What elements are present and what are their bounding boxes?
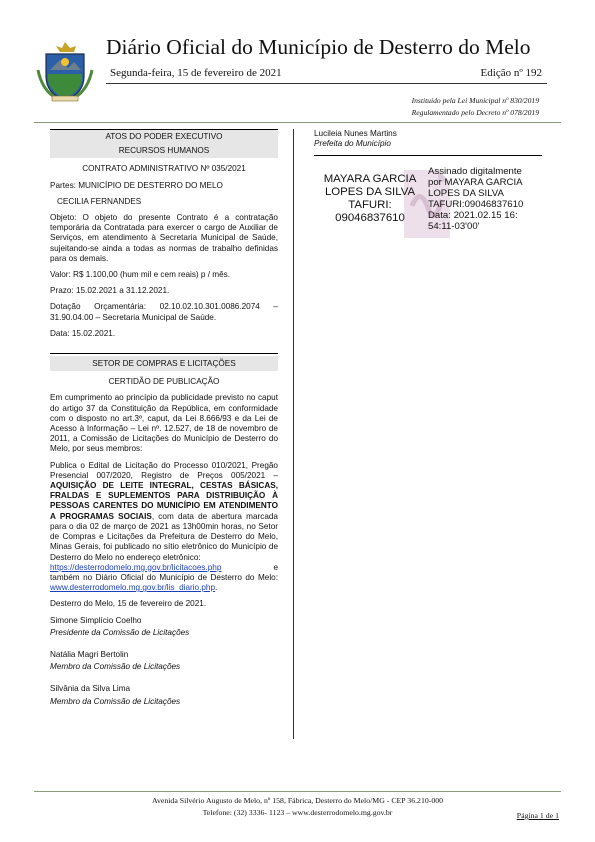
signer-role: Membro da Comissão de Licitações: [50, 662, 181, 672]
certificate-body: [50, 461, 278, 594]
contract-parties: Partes: MUNICÍPIO DE DESTERRO DO MELO: [50, 180, 223, 190]
signature-name-line: 09046837610: [335, 212, 405, 225]
certificate-object-bold: AQUISIÇÃO DE LEITE INTEGRAL, CESTAS BÁSICAS, FRALDAS E SUPLEMENTOS PARA DISTRIBUIÇÃO À PESSOAS CARENTES DO MUNICÍPIO EM ATENDIMENTO A PROGRAMAS SOCIAIS: [50, 481, 278, 521]
mayor-role: Prefeita do Município: [314, 139, 391, 149]
municipal-crest-logo: [36, 40, 94, 102]
signer-name: Simone Simplício Coelho: [50, 615, 142, 625]
certificate-body-part: Publica o Edital de Licitação do Processo 010/2021, Pregão Presencial 007/2020, Registro de Preços 005/2021 –: [50, 460, 278, 480]
section-divider: [50, 347, 278, 354]
link-suffix: e: [273, 562, 278, 572]
signature-name-line: LOPES DA SILVA: [324, 186, 416, 199]
right-column: [314, 129, 544, 246]
digital-signature: [314, 166, 544, 246]
signer-certificate-name: [314, 173, 426, 225]
footer-divider: [34, 791, 561, 792]
publication-date: Segunda-feira, 15 de fevereiro de 2021: [110, 67, 282, 79]
signature-detail-line: por MAYARA GARCIA: [428, 177, 523, 189]
certificate-intro: Em cumprimento ao princípio da publicidade previsto no caput do artigo 37 da Constituição da República, em conformidade com o disposto no art.3º, caput, da Lei 8.666/93 e da Lei de Acesso à Informação – Lei nº. 12.527, de 18 de novembro de 2011, a Comissão de Licitações do Município de Desterro do Melo, por seus membros:: [50, 393, 278, 454]
signature-rule: [314, 155, 542, 156]
link-suffix: .: [215, 583, 218, 593]
institution-law: Instituído pela Lei Municipal nº 830/2019: [411, 96, 539, 105]
signature-detail-line: TAFURI:09046837610: [428, 199, 524, 211]
mayor-name: Lucileia Nunes Martins: [314, 129, 397, 138]
institution-decree: Regulamentado pelo Decreto nº 078/2019: [411, 108, 539, 117]
contract-budget: Dotação Orçamentária: 02.10.02.10.301.0086.2074 – 31.90.04.00 – Secretaria Municipal de Saúde.: [50, 302, 278, 322]
left-column: [50, 129, 278, 707]
signature-detail-line: Data: 2021.02.15 16:: [428, 210, 518, 222]
column-divider: [293, 129, 294, 739]
newspaper-title: Diário Oficial do Município de Desterro do Melo: [106, 35, 531, 59]
certificate-body-part: , com data de abertura marcada para o dia 02 de março de 2021 as 13h00min horas, no Setor de Compras e Licitações da Prefeitura de Desterro do Melo, Minas Gerais, foi publicado no sítio eletrônico do Município de Desterro do Melo no endereço eletrônico:: [50, 511, 278, 562]
signature-name-line: TAFURI:: [348, 199, 392, 212]
contract-term: Prazo: 15.02.2021 a 31.12.2021.: [50, 286, 170, 296]
link-line: [50, 563, 278, 573]
place-date: Desterro do Melo, 15 de fevereiro de 2021.: [50, 599, 207, 609]
contract-party-name: CECILIA FERNANDES: [57, 196, 142, 206]
contract-object: Objeto: O objeto do presente Contrato é a contratação temporária da Contratada para exercer o cargo de Auxiliar de Serviços, em atendimento à Secretaria Municipal de Saúde, sujeitando-se ainda a todas as normas de trabalho definidas para os demais.: [50, 213, 278, 263]
signature-detail-line: LOPES DA SILVA: [428, 188, 504, 200]
contract-value: Valor: R$ 1.100,00 (hum mil e cem reais) p / mês.: [50, 270, 231, 280]
certificate-title: CERTIDÃO DE PUBLICAÇÃO: [108, 377, 220, 387]
licitacoes-link[interactable]: https://desterrodomelo.mg.gov.br/licitacoes.php: [50, 562, 222, 572]
signer-name: Silvânia da Silva Lima: [50, 684, 131, 694]
signature-name-line: MAYARA GARCIA: [323, 173, 417, 186]
edition-number: Edição nº 192: [480, 67, 542, 79]
signer-role: Membro da Comissão de Licitações: [50, 696, 181, 706]
certificate-body-part: também no Diário Oficial do Município de Desterro do Melo:: [50, 572, 278, 582]
footer-contact: Telefone: (32) 3336- 1123 – www.desterrodomelo.mg.gov.br: [202, 808, 393, 817]
signer-name: Natália Magri Bertolin: [50, 649, 129, 659]
section-heading-procurement: SETOR DE COMPRAS E LICITAÇÕES: [50, 356, 278, 371]
signature-detail-line: 54:11-03'00': [428, 221, 480, 233]
section-heading-executive: ATOS DO PODER EXECUTIVO: [50, 129, 278, 143]
header-rule: [106, 83, 547, 84]
signature-details: [428, 166, 546, 232]
section-subheading-hr: RECURSOS HUMANOS: [50, 143, 278, 158]
contract-title: CONTRATO ADMINISTRATIVO Nº 035/2021: [82, 164, 246, 174]
top-divider: [34, 122, 561, 123]
footer-address: Avenida Silvério Augusto de Melo, nº 158, Fábrica, Desterro do Melo/MG - CEP 36.210-000: [151, 796, 444, 805]
diario-link[interactable]: www.desterrodomelo.mg.gov.br/lis_diario.php: [50, 583, 216, 593]
page-number: Página 1 de 1: [516, 811, 559, 820]
contract-date: Data: 15.02.2021.: [50, 328, 116, 338]
signer-role: Presidente da Comissão de Licitações: [50, 627, 190, 637]
signature-detail-line: Assinado digitalmente: [428, 166, 522, 178]
